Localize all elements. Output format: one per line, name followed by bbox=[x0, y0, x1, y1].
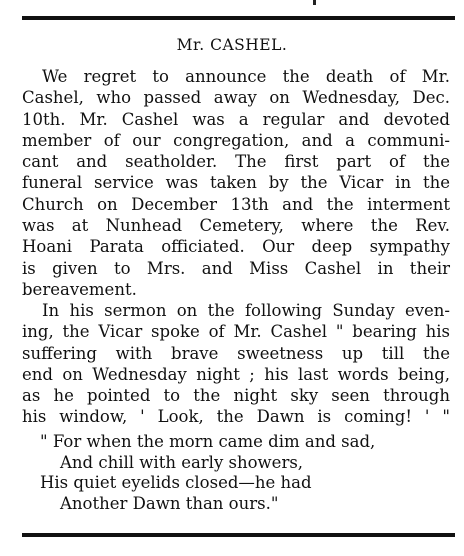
verse-line: Another Dawn than ours." bbox=[60, 493, 279, 513]
print-mark bbox=[313, 0, 316, 5]
verse-line: And chill with early showers, bbox=[60, 452, 304, 472]
top-rule bbox=[22, 16, 455, 20]
text-line: Cashel, who passed away on Wednesday, Dec. bbox=[22, 88, 450, 108]
text-line: ing, the Vicar spoke of Mr. Cashel " bearing his bbox=[22, 322, 450, 342]
text-line: 10th. Mr. Cashel was a regular and devoted bbox=[22, 109, 450, 129]
verse-line: " For when the morn came dim and sad, bbox=[40, 432, 376, 451]
text-line: Church on December 13th and the interment bbox=[22, 194, 450, 214]
text-line: end on Wednesday night ; his last words being, bbox=[22, 364, 450, 384]
text-line: bereavement. bbox=[22, 279, 137, 299]
text-line: was at Nunhead Cemetery, where the Rev. bbox=[22, 216, 450, 236]
verse-line: His quiet eyelids closed—he had bbox=[40, 473, 312, 492]
text-line: In his sermon on the following Sunday even- bbox=[42, 301, 450, 320]
text-line: cant and seatholder. The first part of the bbox=[22, 152, 450, 172]
article-paragraph-2 bbox=[22, 300, 450, 428]
text-line: his window, ' Look, the Dawn is coming! ' " bbox=[22, 407, 450, 427]
bottom-rule bbox=[22, 533, 455, 537]
verse-quote bbox=[40, 432, 375, 514]
text-line: member of our congregation, and a communi- bbox=[22, 130, 450, 150]
text-line: suffering with brave sweetness up till the bbox=[22, 343, 450, 363]
text-line: Hoani Parata officiated. Our deep sympathy bbox=[22, 237, 450, 257]
article-title: Mr. CASHEL. bbox=[176, 36, 288, 54]
text-line: is given to Mrs. and Miss Cashel in their bbox=[22, 258, 450, 278]
text-line: We regret to announce the death of Mr. bbox=[42, 67, 450, 86]
article-paragraph-1 bbox=[22, 66, 450, 300]
text-line: as he pointed to the night sky seen through bbox=[22, 386, 450, 406]
text-line: funeral service was taken by the Vicar in the bbox=[22, 173, 450, 193]
